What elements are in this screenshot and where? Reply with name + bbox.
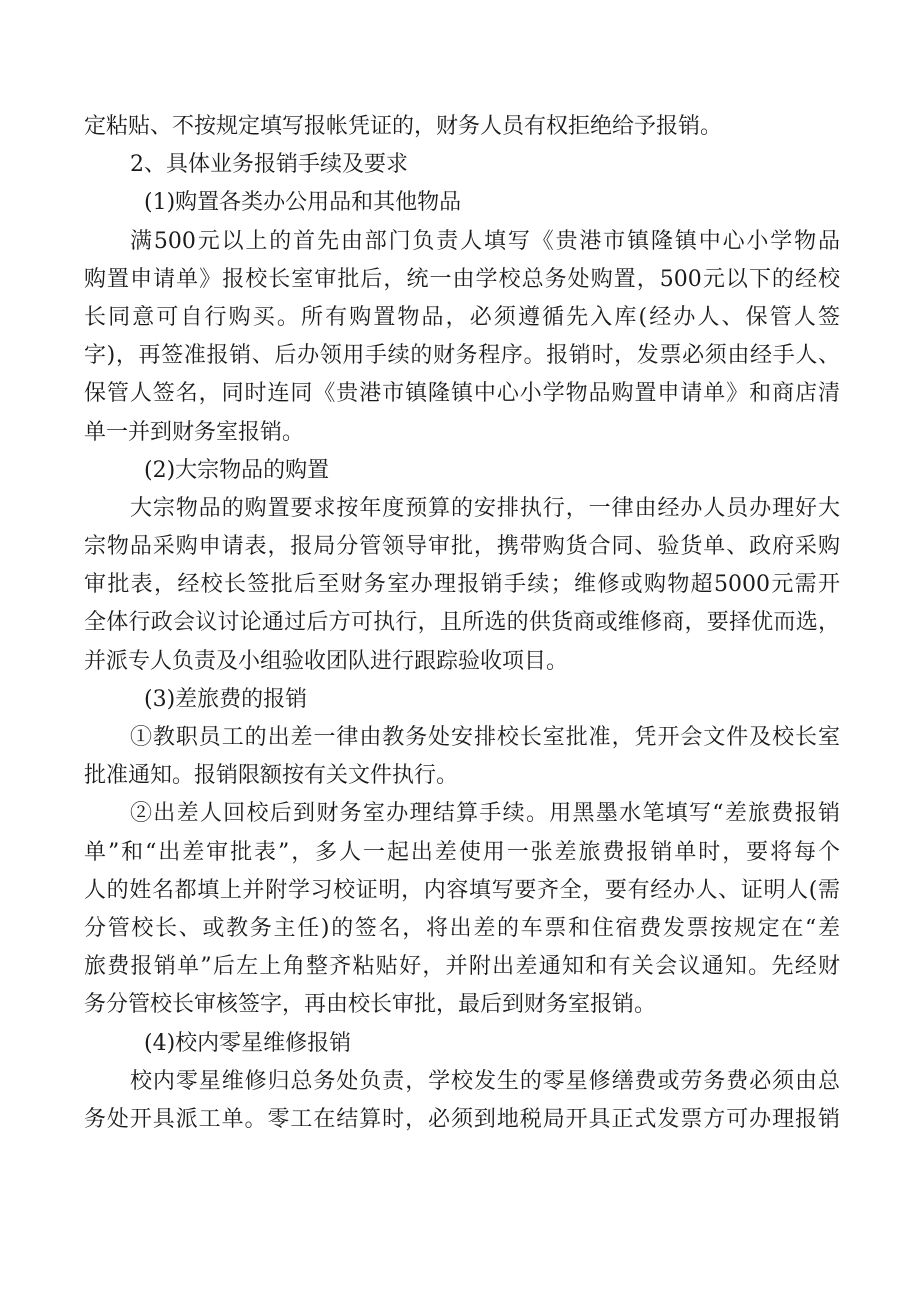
paragraph-line: 全体行政会议讨论通过后方可执行，且所选的供货商或维修商，要择优而选， [84, 610, 840, 636]
subsection-heading: (1)购置各类办公用品和其他物品 [144, 190, 462, 216]
paragraph-line: 定粘贴、不按规定填写报帐凭证的，财务人员有权拒绝给予报销。 [84, 114, 723, 139]
paragraph-line: 批准通知。报销限额按有关文件执行。 [84, 763, 459, 789]
section-heading: 2、具体业务报销手续及要求 [130, 152, 408, 178]
paragraph-line: 单”和“出差审批表”，多人一起出差使用一张差旅费报销单时，要将每个 [84, 839, 840, 865]
paragraph-line: 长同意可自行购买。所有购置物品，必须遵循先入库(经办人、保管人签 [84, 304, 840, 330]
paragraph-line: ②出差人回校后到财务室办理结算手续。用黑墨水笔填写“差旅费报销 [130, 801, 840, 827]
paragraph-line: ①教职员工的出差一律由教务处安排校长室批准，凭开会文件及校长室 [130, 725, 840, 750]
paragraph-line: 单一并到财务室报销。 [84, 419, 305, 445]
paragraph-line: 务处开具派工单。零工在结算时，必须到地税局开具正式发票方可办理报销 [84, 1106, 840, 1132]
paragraph-line: 务分管校长审核签字，再由校长审批，最后到财务室报销。 [84, 992, 657, 1018]
paragraph-line: 人的姓名都填上并附学习校证明，内容填写要齐全，要有经办人、证明人(需 [84, 877, 840, 903]
paragraph-line: 并派专人负责及小组验收团队进行跟踪验收项目。 [84, 648, 569, 674]
paragraph-line: 审批表，经校长签批后至财务室办理报销手续；维修或购物超5000元需开 [84, 572, 840, 598]
subsection-heading: (2)大宗物品的购置 [144, 457, 330, 483]
document-body [84, 108, 840, 1139]
paragraph-line: 字)，再签准报销、后办领用手续的财务程序。报销时，发票必须由经手人、 [84, 343, 840, 369]
paragraph-line: 旅费报销单”后左上角整齐粘贴好，并附出差通知和有关会议通知。先经财 [84, 954, 840, 980]
subsection-heading: (3)差旅费的报销 [144, 686, 308, 712]
paragraph-line: 宗物品采购申请表，报局分管领导审批，携带购货合同、验货单、政府采购 [84, 534, 840, 560]
paragraph-line: 满500元以上的首先由部门负责人填写《贵港市镇隆镇中心小学物品 [130, 228, 840, 254]
paragraph-line: 分管校长、或教务主任)的签名，将出差的车票和住宿费发票按规定在“差 [84, 915, 840, 941]
paragraph-line: 保管人签名，同时连同《贵港市镇隆镇中心小学物品购置申请单》和商店清 [84, 381, 840, 407]
paragraph-line: 大宗物品的购置要求按年度预算的安排执行，一律由经办人员办理好大 [130, 495, 840, 521]
subsection-heading: (4)校内零星维修报销 [144, 1030, 352, 1056]
paragraph-line: 购置申请单》报校长室审批后，统一由学校总务处购置，500元以下的经校 [84, 266, 840, 292]
paragraph-line: 校内零星维修归总务处负责，学校发生的零星修缮费或劳务费必须由总 [130, 1068, 840, 1094]
